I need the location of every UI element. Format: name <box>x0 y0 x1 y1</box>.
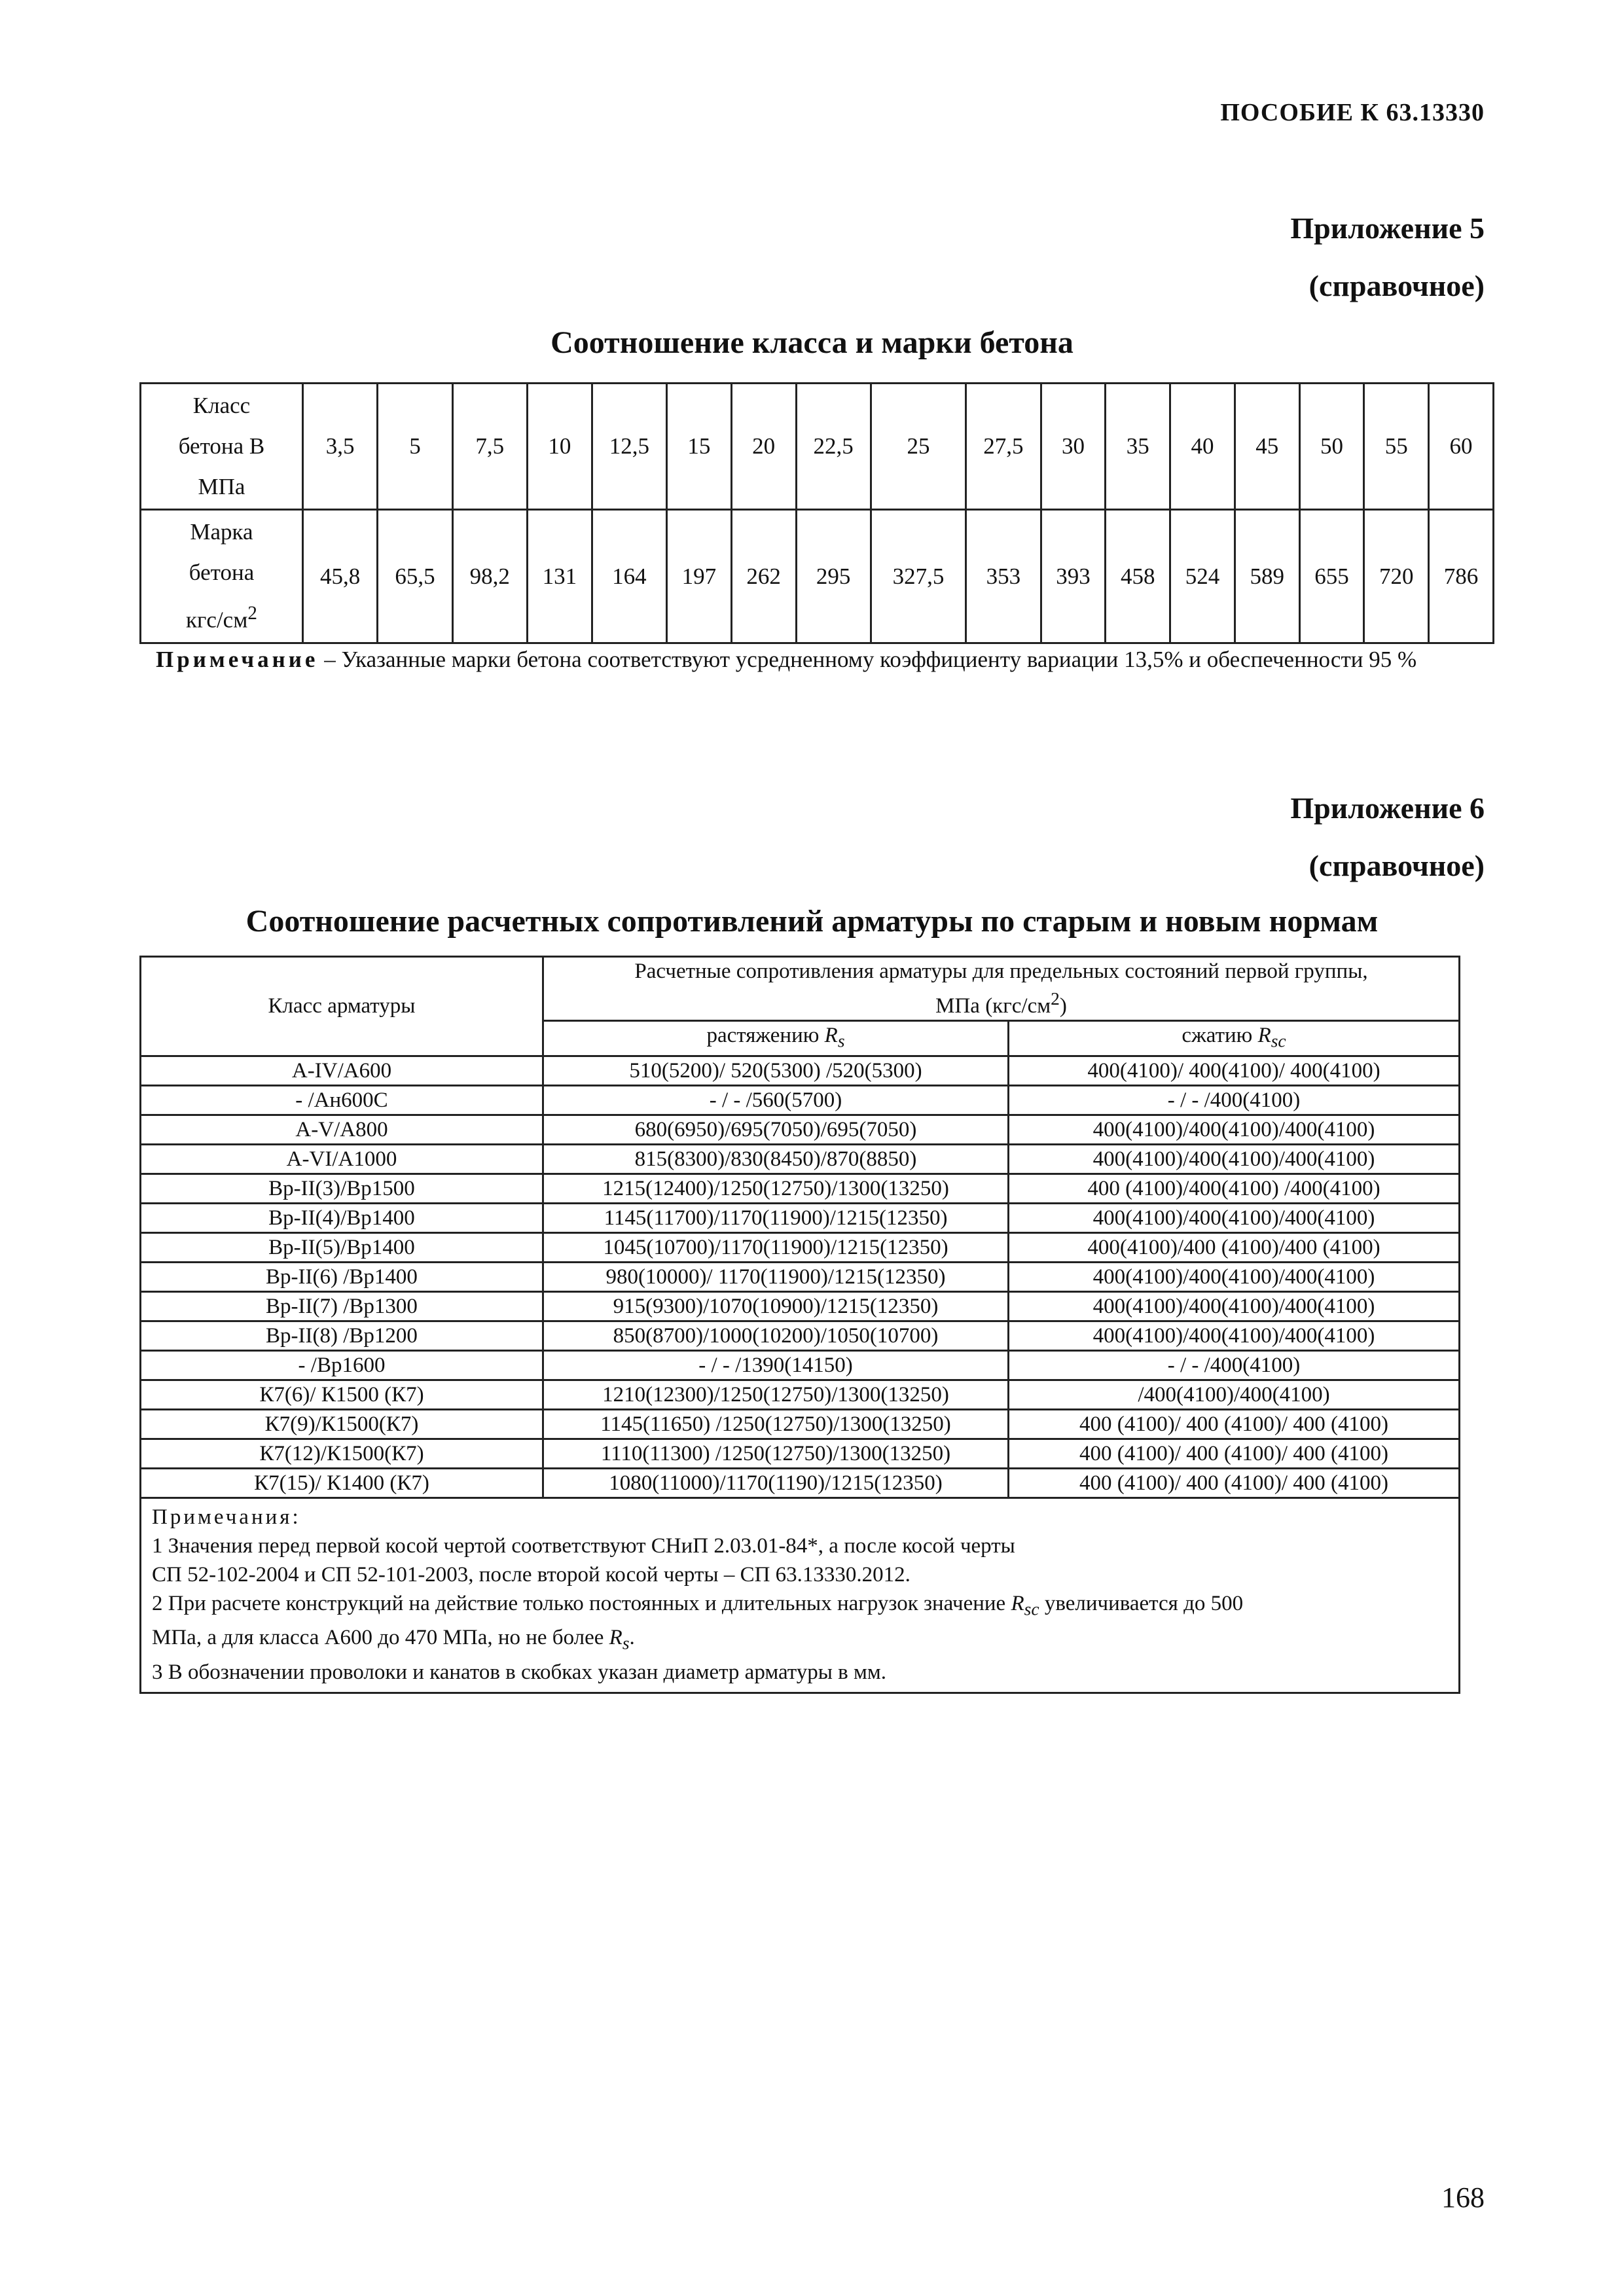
note-2-text: 2 При расчете конструкций на действие только постоянных и длительных нагрузок значение <box>152 1591 1011 1615</box>
group-header-close: ) <box>1059 994 1067 1018</box>
tension-cell: 1145(11700)/1170(11900)/1215(12350) <box>543 1203 1009 1232</box>
appendix5-title: Соотношение класса и марки бетона <box>550 325 1074 360</box>
table-row <box>141 1262 1460 1291</box>
subscript-s-text: s <box>622 1632 630 1653</box>
tension-cell: 815(8300)/830(8450)/870(8850) <box>543 1144 1009 1174</box>
tension-cell: 1210(12300)/1250(12750)/1300(13250) <box>543 1380 1009 1409</box>
table-row <box>141 1203 1460 1232</box>
symbol-r: R <box>1257 1024 1271 1047</box>
table-row <box>141 1174 1460 1203</box>
table-row <box>141 1291 1460 1321</box>
symbol-r: R <box>609 1626 623 1650</box>
grade-cell: 353 <box>966 510 1041 643</box>
grade-cell: 589 <box>1235 510 1299 643</box>
class-cell: Вр-II(8) /Вр1200 <box>141 1321 543 1350</box>
grade-cell: 197 <box>667 510 732 643</box>
class-cell: 7,5 <box>452 384 527 510</box>
class-cell: А-V/А800 <box>141 1115 543 1144</box>
group-header-line <box>544 985 1458 1020</box>
subscript-sc <box>1271 1031 1286 1051</box>
unit-superscript: 2 <box>247 603 257 624</box>
class-cell: А-IV/А600 <box>141 1056 543 1085</box>
grade-cell: 327,5 <box>871 510 965 643</box>
class-cell: К7(12)/К1500(К7) <box>141 1439 543 1468</box>
class-cell: Вр-II(3)/Вр1500 <box>141 1174 543 1203</box>
class-cell: 60 <box>1429 384 1494 510</box>
compression-cell: 400(4100)/400(4100)/400(4100) <box>1009 1115 1460 1144</box>
table-header-row <box>141 957 1460 1021</box>
compression-cell: 400(4100)/400(4100)/400(4100) <box>1009 1262 1460 1291</box>
label-line <box>141 593 302 641</box>
compression-cell: 400(4100)/400 (4100)/400 (4100) <box>1009 1232 1460 1262</box>
tension-cell: 1110(11300) /1250(12750)/1300(13250) <box>543 1439 1009 1468</box>
compression-cell: 400(4100)/400(4100)/400(4100) <box>1009 1321 1460 1350</box>
concrete-class-row <box>141 384 1494 510</box>
grade-cell: 295 <box>796 510 871 643</box>
class-cell: 35 <box>1106 384 1170 510</box>
column-header-compression <box>1009 1021 1460 1056</box>
table-row <box>141 1056 1460 1085</box>
class-cell: - /Вр1600 <box>141 1350 543 1380</box>
grade-cell: 262 <box>731 510 796 643</box>
compression-cell: - / - /400(4100) <box>1009 1350 1460 1380</box>
subscript-sc-text: sc <box>1024 1598 1039 1619</box>
note-2-text: МПа, а для класса А600 до 470 МПа, но не более <box>152 1626 609 1650</box>
page-number: 168 <box>1441 2181 1485 2214</box>
tension-cell: 510(5200)/ 520(5300) /520(5300) <box>543 1056 1009 1085</box>
group-header-superscript: 2 <box>1051 988 1060 1009</box>
compression-cell: /400(4100)/400(4100) <box>1009 1380 1460 1409</box>
compression-cell: - / - /400(4100) <box>1009 1085 1460 1115</box>
appendix5-label: Приложение 5 <box>1290 211 1485 245</box>
class-cell: 45 <box>1235 384 1299 510</box>
appendix5-kind: (справочное) <box>1308 269 1485 302</box>
class-cell: 27,5 <box>966 384 1041 510</box>
appendix6-kind: (справочное) <box>1308 849 1485 882</box>
column-header-group <box>543 957 1460 1021</box>
appendix5-note <box>156 640 1485 679</box>
subscript-sc <box>1024 1598 1039 1619</box>
unit-text: кгс/см <box>186 607 248 633</box>
class-cell: 50 <box>1299 384 1364 510</box>
class-cell: 3,5 <box>303 384 378 510</box>
symbol-r: R <box>1011 1591 1024 1615</box>
group-header-text: МПа (кгс/см <box>935 994 1051 1018</box>
notes-cell <box>141 1498 1460 1693</box>
compression-cell: 400 (4100)/ 400 (4100)/ 400 (4100) <box>1009 1468 1460 1498</box>
grade-cell: 45,8 <box>303 510 378 643</box>
grade-cell: 655 <box>1299 510 1364 643</box>
group-header-line: Расчетные сопротивления арматуры для предельных состояний первой группы, <box>634 960 1368 983</box>
class-cell: 15 <box>667 384 732 510</box>
concrete-grade-row <box>141 510 1494 643</box>
class-cell: 5 <box>378 384 452 510</box>
compression-cell: 400(4100)/ 400(4100)/ 400(4100) <box>1009 1056 1460 1085</box>
table-row <box>141 1439 1460 1468</box>
class-cell: Вр-II(7) /Вр1300 <box>141 1291 543 1321</box>
tension-cell: 1215(12400)/1250(12750)/1300(13250) <box>543 1174 1009 1203</box>
tension-label: растяжению <box>706 1024 825 1047</box>
compression-label: сжатию <box>1182 1024 1258 1047</box>
class-cell: - /Ан600С <box>141 1085 543 1115</box>
tension-cell: 980(10000)/ 1170(11900)/1215(12350) <box>543 1262 1009 1291</box>
grade-cell: 164 <box>592 510 666 643</box>
label-line: Марка <box>190 519 253 545</box>
notes-title: Примечания: <box>152 1505 301 1529</box>
table-row <box>141 1085 1460 1115</box>
note-2-line-2 <box>152 1623 1448 1658</box>
note-2-text: . <box>629 1626 635 1650</box>
tension-cell: - / - /560(5700) <box>543 1085 1009 1115</box>
class-cell: К7(15)/ К1400 (К7) <box>141 1468 543 1498</box>
class-cell: А-VI/А1000 <box>141 1144 543 1174</box>
table-row <box>141 1380 1460 1409</box>
note-1-line-2: СП 52-102-2004 и СП 52-101-2003, после второй косой черты – СП 63.13330.2012. <box>152 1562 911 1587</box>
subscript-s-text: s <box>837 1030 845 1051</box>
column-header-tension <box>543 1021 1009 1056</box>
subscript-sc-text: sc <box>1271 1030 1286 1051</box>
column-header-class: Класс арматуры <box>141 957 543 1056</box>
compression-cell: 400 (4100)/ 400 (4100)/ 400 (4100) <box>1009 1409 1460 1439</box>
note-2-line-1 <box>152 1589 1448 1624</box>
class-cell: 55 <box>1364 384 1429 510</box>
table-row <box>141 1350 1460 1380</box>
class-cell: 40 <box>1170 384 1235 510</box>
label-line: бетона В <box>178 433 265 459</box>
document-code: ПОСОБИЕ К 63.13330 <box>1220 99 1485 126</box>
class-cell: К7(9)/К1500(К7) <box>141 1409 543 1439</box>
class-cell: Вр-II(4)/Вр1400 <box>141 1203 543 1232</box>
class-cell: 12,5 <box>592 384 666 510</box>
subscript-s <box>838 1031 845 1051</box>
tension-cell: 1080(11000)/1170(1190)/1215(12350) <box>543 1468 1009 1498</box>
appendix6-title: Соотношение расчетных сопротивлений арматуры по старым и новым нормам <box>245 904 1379 939</box>
appendix6-label: Приложение 6 <box>1290 791 1485 825</box>
class-cell: 30 <box>1041 384 1106 510</box>
grade-cell: 458 <box>1106 510 1170 643</box>
compression-cell: 400(4100)/400(4100)/400(4100) <box>1009 1144 1460 1174</box>
grade-cell: 65,5 <box>378 510 452 643</box>
table-row <box>141 1232 1460 1262</box>
class-cell: 20 <box>731 384 796 510</box>
concrete-class-label <box>141 384 303 510</box>
label-line: бетона <box>189 560 255 586</box>
table-row <box>141 1409 1460 1439</box>
grade-cell: 393 <box>1041 510 1106 643</box>
grade-cell: 98,2 <box>452 510 527 643</box>
class-cell: 10 <box>527 384 592 510</box>
symbol-r: R <box>824 1024 838 1047</box>
class-cell: 22,5 <box>796 384 871 510</box>
concrete-grade-label <box>141 510 303 643</box>
label-line: МПа <box>198 474 245 500</box>
grade-cell: 131 <box>527 510 592 643</box>
tension-cell: - / - /1390(14150) <box>543 1350 1009 1380</box>
class-cell: К7(6)/ К1500 (К7) <box>141 1380 543 1409</box>
table-row <box>141 1144 1460 1174</box>
grade-cell: 720 <box>1364 510 1429 643</box>
tension-cell: 1045(10700)/1170(11900)/1215(12350) <box>543 1232 1009 1262</box>
subscript-s <box>623 1633 630 1653</box>
label-line: Класс <box>192 393 251 419</box>
tension-cell: 680(6950)/695(7050)/695(7050) <box>543 1115 1009 1144</box>
class-cell: 25 <box>871 384 965 510</box>
note-2-text: увеличивается до 500 <box>1039 1591 1244 1615</box>
note-text: – Указанные марки бетона соответствуют усредненному коэффициенту вариации 13,5% и обеспеченности 95 % <box>318 647 1417 672</box>
note-3: 3 В обозначении проволоки и канатов в скобках указан диаметр арматуры в мм. <box>152 1660 887 1684</box>
compression-cell: 400 (4100)/ 400 (4100)/ 400 (4100) <box>1009 1439 1460 1468</box>
class-cell: Вр-II(5)/Вр1400 <box>141 1232 543 1262</box>
table-row <box>141 1468 1460 1498</box>
grade-cell: 524 <box>1170 510 1235 643</box>
class-cell: Вр-II(6) /Вр1400 <box>141 1262 543 1291</box>
grade-cell: 786 <box>1429 510 1494 643</box>
tension-cell: 915(9300)/1070(10900)/1215(12350) <box>543 1291 1009 1321</box>
notes-row <box>141 1498 1460 1693</box>
table-row <box>141 1115 1460 1144</box>
reinforcement-resistance-table <box>139 956 1460 1694</box>
concrete-class-grade-table <box>139 382 1494 644</box>
tension-cell: 1145(11650) /1250(12750)/1300(13250) <box>543 1409 1009 1439</box>
compression-cell: 400 (4100)/400(4100) /400(4100) <box>1009 1174 1460 1203</box>
compression-cell: 400(4100)/400(4100)/400(4100) <box>1009 1203 1460 1232</box>
compression-cell: 400(4100)/400(4100)/400(4100) <box>1009 1291 1460 1321</box>
note-1-line-1: 1 Значения перед первой косой чертой соответствуют СНиП 2.03.01-84*, а после косой черты <box>152 1534 1015 1558</box>
tension-cell: 850(8700)/1000(10200)/1050(10700) <box>543 1321 1009 1350</box>
table-row <box>141 1321 1460 1350</box>
note-label: Примечание <box>156 647 319 672</box>
